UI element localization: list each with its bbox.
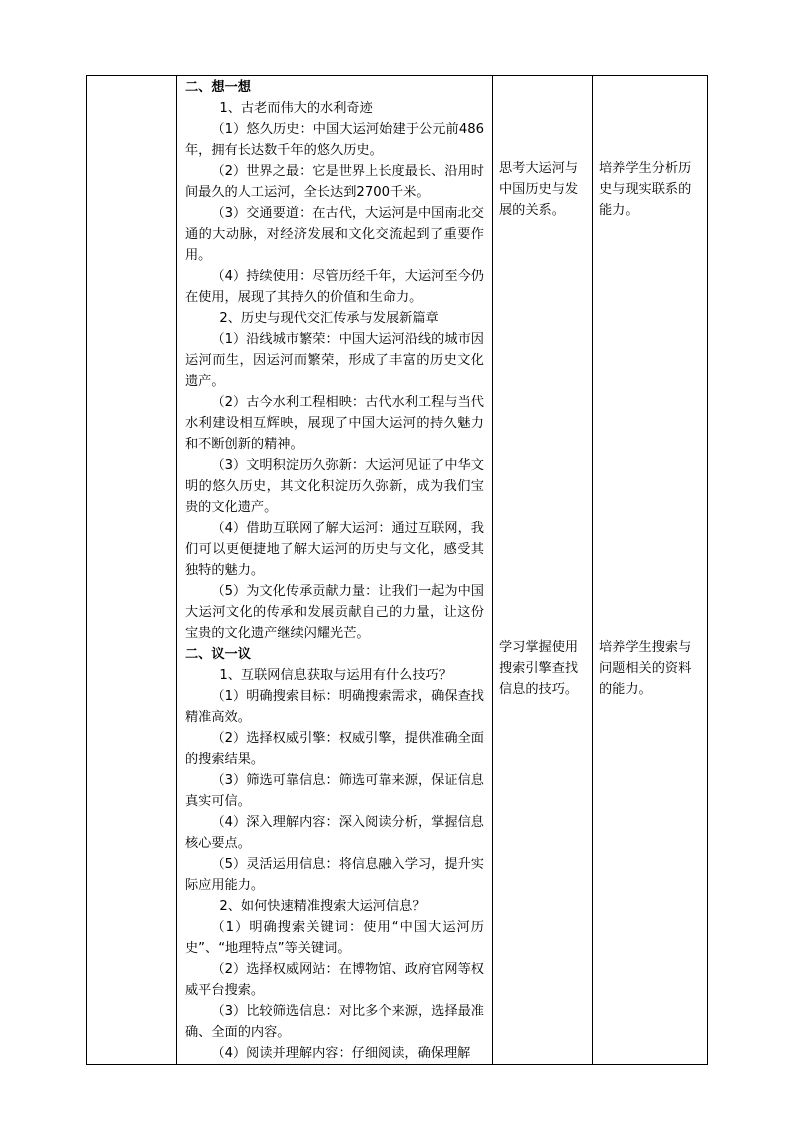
content-paragraph: （3）比较筛选信息：对比多个来源，选择最准确、全面的内容。 bbox=[185, 1004, 484, 1040]
design-intent-cell bbox=[593, 76, 708, 1065]
teaching-content-cell bbox=[177, 76, 493, 1065]
section-heading-discuss: 二、议一议 bbox=[185, 647, 251, 662]
table-row bbox=[87, 76, 708, 1065]
content-paragraph: （5）为文化传承贡献力量：让我们一起为中国大运河文化的传承和发展贡献自己的力量，让这份宝贵的文化遗产继续闪耀光芒。 bbox=[185, 584, 484, 641]
content-paragraph: （2）世界之最：它是世界上长度最长、沿用时间最久的人工运河，全长达到2700千米。 bbox=[185, 164, 484, 200]
content-paragraph: （4）持续使用：尽管历经千年，大运河至今仍在使用，展现了其持久的价值和生命力。 bbox=[185, 269, 484, 305]
content-paragraph: （2）古今水利工程相映：古代水利工程与当代水利建设相互辉映，展现了中国大运河的持久魅力和不断创新的精神。 bbox=[185, 395, 484, 452]
topic-heading: 1、互联网信息获取与运用有什么技巧？ bbox=[219, 668, 452, 683]
content-paragraph: （2）选择权威引擎：权威引擎，提供准确全面的搜索结果。 bbox=[185, 731, 484, 767]
design-intent-text: 培养学生分析历史与现实联系的能力。 bbox=[599, 161, 692, 218]
content-paragraph: （4）借助互联网了解大运河：通过互联网，我们可以更便捷地了解大运河的历史与文化，感受其独特的魅力。 bbox=[185, 521, 484, 578]
content-paragraph: （5）灵活运用信息：将信息融入学习，提升实际应用能力。 bbox=[185, 857, 484, 893]
section-heading-think: 二、想一想 bbox=[185, 80, 251, 95]
student-activity-cell bbox=[493, 76, 593, 1065]
topic-heading: 1、古老而伟大的水利奇迹 bbox=[219, 101, 373, 116]
student-activity-text: 思考大运河与中国历史与发展的关系。 bbox=[499, 161, 579, 218]
topic-heading: 2、如何快速精准搜索大运河信息？ bbox=[219, 899, 426, 914]
design-intent-text: 培养学生搜索与问题相关的资料的能力。 bbox=[599, 640, 692, 697]
content-paragraph: （2）选择权威网站：在博物馆、政府官网等权威平台搜索。 bbox=[185, 962, 484, 998]
content-paragraph: （4）深入理解内容：深入阅读分析，掌握信息核心要点。 bbox=[185, 815, 484, 851]
content-paragraph: （3）交通要道：在古代，大运河是中国南北交通的大动脉，对经济发展和文化交流起到了重要作用。 bbox=[185, 206, 484, 263]
content-paragraph: （1）悠久历史：中国大运河始建于公元前486年，拥有长达数千年的悠久历史。 bbox=[185, 122, 484, 158]
content-paragraph: （1）明确搜索关键词：使用“中国大运河历史”、“地理特点”等关键词。 bbox=[185, 920, 484, 956]
content-paragraph: （3）文明积淀历久弥新：大运河见证了中华文明的悠久历史，其文化积淀历久弥新，成为我们宝贵的文化遗产。 bbox=[185, 458, 484, 515]
student-activity-text: 学习掌握使用搜索引擎查找信息的技巧。 bbox=[499, 640, 579, 697]
content-paragraph: （1）沿线城市繁荣：中国大运河沿线的城市因运河而生，因运河而繁荣，形成了丰富的历史文化遗产。 bbox=[185, 332, 484, 389]
lesson-plan-table bbox=[86, 75, 708, 1065]
left-blank-cell bbox=[87, 76, 177, 1065]
content-paragraph: （4）阅读并理解内容：仔细阅读，确保理解 bbox=[211, 1046, 471, 1061]
content-paragraph: （1）明确搜索目标：明确搜索需求，确保查找精准高效。 bbox=[185, 689, 484, 725]
content-paragraph: （3）筛选可靠信息：筛选可靠来源，保证信息真实可信。 bbox=[185, 773, 484, 809]
topic-heading: 2、历史与现代交汇传承与发展新篇章 bbox=[219, 311, 439, 326]
